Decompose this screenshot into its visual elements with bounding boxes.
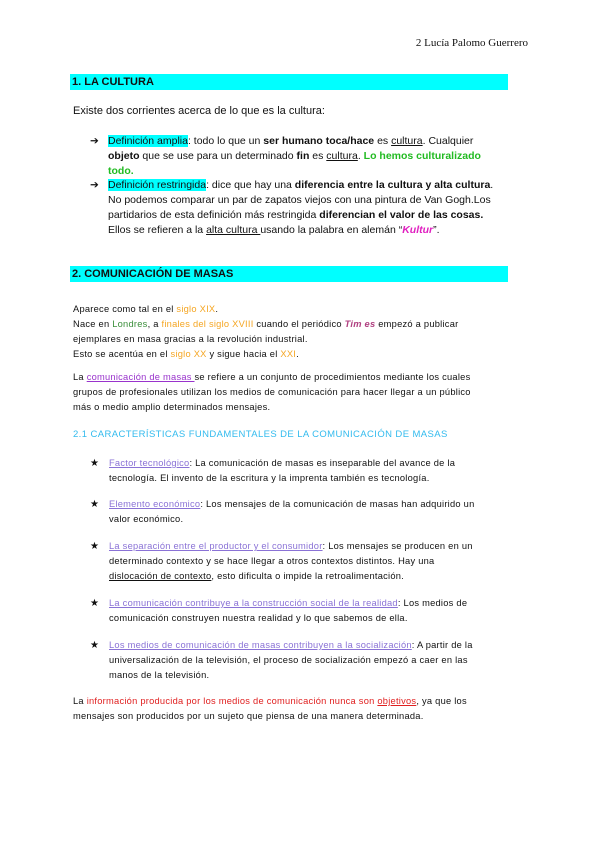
star-bullet-icon: ★ xyxy=(90,458,100,469)
list-item-separacion: ★ La separación entre el productor y el consumidor: Los mensajes se producen en un determinado contexto y se hace llegar a otros contextos distintos. Hay una dislocación de contexto, esto dificulta o impide la retroalimentación. xyxy=(90,541,473,581)
bullet-definicion-amplia: ➔ Definición amplia: todo lo que un ser humano toca/hace es cultura. Cualquier objeto que se use para un determinado fin es cultura. Lo hemos culturalizado todo. xyxy=(90,135,481,177)
subsection-heading-caracteristicas: 2.1 CARACTERÍSTICAS FUNDAMENTALES DE LA COMUNICACIÓN DE MASAS xyxy=(73,429,448,440)
cultura-intro: Existe dos corrientes acerca de lo que es la cultura: xyxy=(73,105,325,117)
list-item-socializacion: ★ Los medios de comunicación de masas contribuyen a la socialización: A partir de la universalización de la televisión, el proceso de socialización empezó a caer en las manos de la televisión. xyxy=(90,640,473,680)
link-comunicacion-de-masas: comunicación de masas xyxy=(86,372,195,382)
star-bullet-icon: ★ xyxy=(90,598,100,609)
paragraph-origen: Aparece como tal en el siglo XIX. Nace en Londres, a finales del siglo XVIII cuando el periódico Tim es empezó a publicar ejemplares en masa gracias a la revolución industrial. Esto se acentúa en el siglo XX y sigue hacia el XXI. xyxy=(73,304,459,359)
section-heading-comunicacion: 2. COMUNICACIÓN DE MASAS xyxy=(70,266,508,282)
list-item-elemento-economico: ★ Elemento económico: Los mensajes de la comunicación de masas han adquirido un valor económico. xyxy=(90,499,475,524)
bullet-definicion-restringida: ➔ Definición restringida: dice que hay una diferencia entre la cultura y alta cultura. No podemos comparar un par de zapatos viejos con una pintura de Van Gogh.Los partidarios de esta definición más restringida diferencian el valor de las cosas. Ellos se refieren a la alta cultura usando la palabra en alemán “Kultur”. xyxy=(90,179,494,236)
header-author-name: 2 Lucía Palomo Guerrero xyxy=(415,37,528,49)
arrow-bullet-icon: ➔ xyxy=(90,179,99,191)
list-item-construccion-social: ★ La comunicación contribuye a la construcción social de la realidad: Los medios de comunicación construyen nuestra realidad y lo que sabemos de ella. xyxy=(90,598,468,623)
star-bullet-icon: ★ xyxy=(90,541,100,552)
list-item-factor-tecnologico: ★ Factor tecnológico: La comunicación de masas es inseparable del avance de la tecnología. El invento de la escritura y la imprenta también es tecnología. xyxy=(90,458,456,483)
star-bullet-icon: ★ xyxy=(90,499,100,510)
arrow-bullet-icon: ➔ xyxy=(90,135,99,147)
paragraph-objetividad: La información producida por los medios de comunicación nunca son objetivos, ya que los mensajes son producidos por un sujeto que piensa de una manera determinada. xyxy=(73,696,467,721)
section-heading-cultura: 1. LA CULTURA xyxy=(70,74,508,90)
paragraph-definicion-comunicacion: La comunicación de masas se refiere a un conjunto de procedimientos mediante los cuales grupos de profesionales utilizan los medios de comunicación para hacer llegar a un público más o medio amplio determinados mensajes. xyxy=(73,372,471,412)
star-bullet-icon: ★ xyxy=(90,640,100,651)
